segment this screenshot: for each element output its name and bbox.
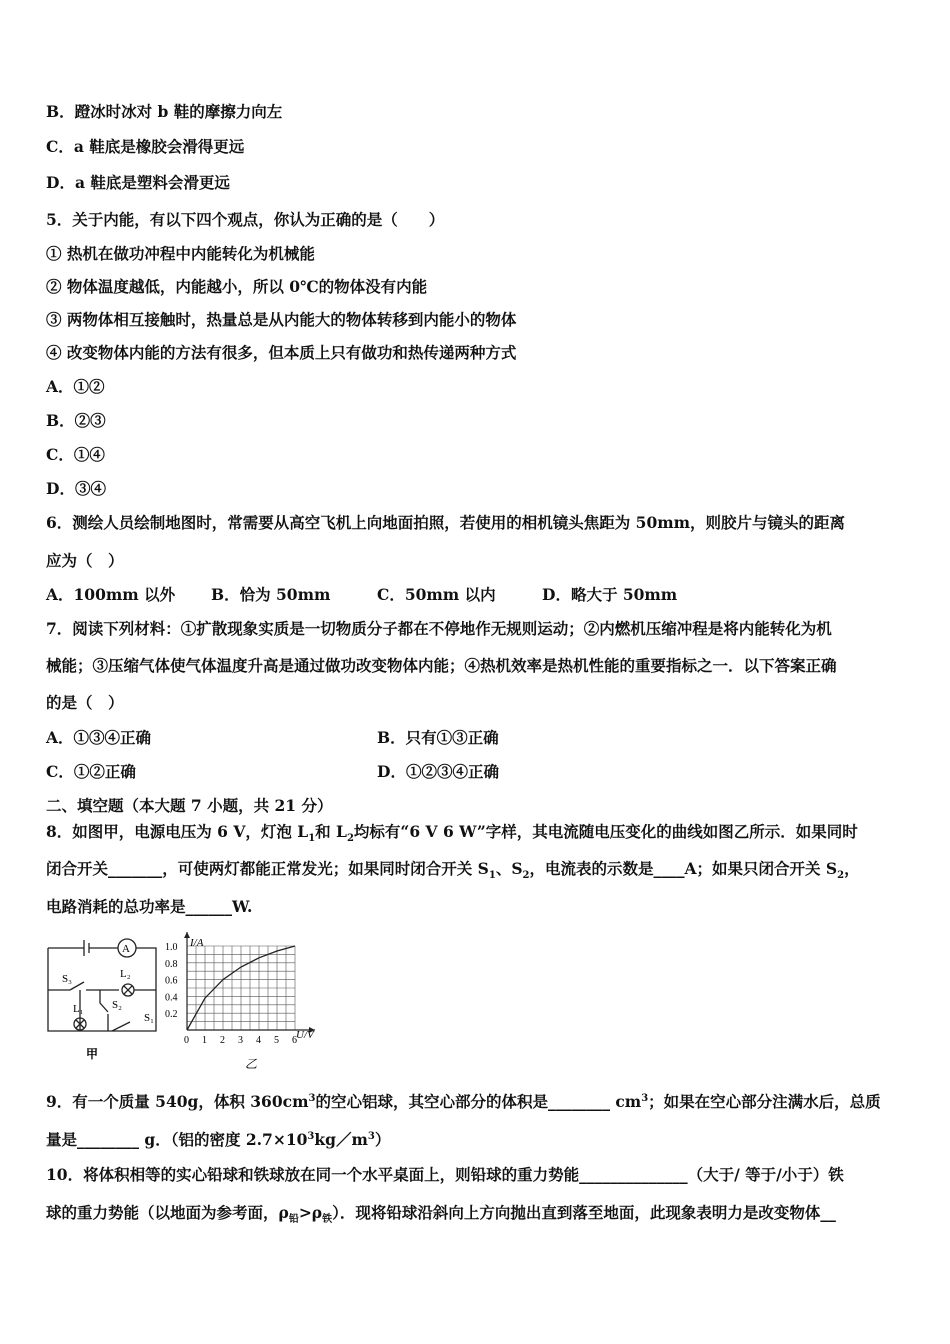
q7-stem-line1: 7．阅读下列材料：①扩散现象实质是一切物质分子都在不停地作无规则运动；②内燃机压缩冲程是将内能转化为机	[46, 619, 832, 638]
q7-option-d: D．①②③④正确	[377, 762, 499, 781]
q4-option-c: C．a 鞋底是橡胶会滑得更远	[46, 137, 245, 156]
figure-jia-caption: 甲	[86, 1047, 99, 1061]
q5-statement-3: ③ 两物体相互接触时，热量总是从内能大的物体转移到内能小的物体	[46, 310, 517, 329]
q4-option-d: D．a 鞋底是塑料会滑更远	[46, 173, 230, 192]
y-tick-label: 0.8	[165, 958, 178, 970]
label-l1: L₁	[73, 1003, 84, 1015]
x-tick-label: 6	[292, 1035, 297, 1046]
switch-s2	[100, 990, 108, 1031]
q5-statement-1: ① 热机在做功冲程中内能转化为机械能	[46, 244, 315, 263]
q5-statement-4: ④ 改变物体内能的方法有很多，但本质上只有做功和热传递两种方式	[46, 343, 517, 362]
q6-options-row	[46, 585, 678, 605]
graph-caption: 乙	[245, 1057, 258, 1071]
q7-option-c: C．①②正确	[46, 762, 136, 781]
q4-option-b: B．蹬冰时冰对 b 鞋的摩擦力向左	[46, 102, 283, 121]
q7-stem-line3: 的是（ ）	[46, 693, 124, 712]
q5-option-c: C．①④	[46, 445, 105, 464]
x-tick-label: 3	[238, 1035, 243, 1046]
y-tick-label: 0.2	[165, 1009, 178, 1021]
y-tick-label: 0.4	[165, 992, 178, 1004]
q6-option-a: A．100mm 以外	[46, 585, 176, 604]
label-s1: S₁	[144, 1012, 154, 1024]
switch-s3	[70, 982, 84, 990]
q10-line1: 10．将体积相等的实心铅球和铁球放在同一个水平桌面上，则铅球的重力势能______________（大于/ 等于/小于）铁	[46, 1165, 844, 1184]
q7-option-b: B．只有①③正确	[377, 728, 499, 747]
q7-options-row-2	[46, 762, 499, 782]
x-tick-label: 0	[184, 1035, 189, 1046]
q7-options-row-1	[46, 728, 499, 748]
circuit-diagram	[48, 939, 156, 1031]
q5-option-a: A．①②	[46, 377, 105, 396]
x-tick-label: 4	[256, 1035, 261, 1046]
q8-line1: 8．如图甲，电源电压为 6 V，灯泡 $L_1$和 $L_2$均标有“6 V 6 W”字样，其电流随电压变化的曲线如图乙所示．如果同时	[46, 822, 858, 845]
q7-option-a: A．①③④正确	[46, 728, 152, 747]
q9-line2: 量是________ g．（铝的密度 $2.7\times 10^3kg/m^3$）	[46, 1130, 391, 1150]
q6-stem-line1: 6．测绘人员绘制地图时，常需要从高空飞机上向地面拍照，若使用的相机镜头焦距为 50mm，则胶片与镜头的距离	[46, 513, 846, 532]
section-2-heading: 二、填空题（本大题 7 小题，共 21 分）	[46, 796, 333, 815]
q6-stem-line2: 应为（ ）	[46, 551, 124, 570]
x-tick-label: 5	[274, 1035, 279, 1046]
q5-option-d: D．③④	[46, 479, 106, 498]
q8-line2: 闭合开关_______，可使两灯都能正常发光；如果同时闭合开关 $S_1$、$S_2$，电流表的示数是____A；如果只闭合开关 $S_2$，	[46, 859, 860, 882]
graph-ylabel: I/A	[190, 937, 204, 949]
q5-option-b: B．②③	[46, 411, 106, 430]
q5-statement-2: ② 物体温度越低，内能越小，所以 0℃的物体没有内能	[46, 277, 428, 296]
graph-grid	[184, 932, 315, 1033]
y-tick-label: 1.0	[165, 942, 178, 953]
label-s3: S₃	[62, 973, 72, 985]
q8-figure	[40, 928, 340, 1078]
q6-option-c: C．50mm 以内	[377, 585, 496, 604]
y-tick-label: 0.6	[165, 975, 178, 987]
graph-xlabel: U/V	[296, 1029, 314, 1041]
q7-stem-line2: 械能；③压缩气体使气体温度升高是通过做功改变物体内能；④热机效率是热机性能的重要指标之一．以下答案正确	[46, 656, 837, 675]
label-l2: L₂	[120, 968, 131, 980]
q10-line2: 球的重力势能（以地面为参考面，$\rho_铅>\rho_铁$）．现将铅球沿斜向上方向抛出直到落至地面，此现象表明力是改变物体__	[46, 1203, 836, 1226]
q6-option-b: B．恰为 50mm	[211, 585, 331, 604]
ammeter-label: A	[122, 943, 130, 955]
q9-line1: 9．有一个质量 540g，体积 $360cm^3$的空心铝球，其空心部分的体积是________ $cm^3$；如果在空心部分注满水后，总质	[46, 1092, 881, 1112]
switch-s1	[112, 1022, 130, 1031]
x-tick-label: 2	[220, 1035, 225, 1046]
x-tick-label: 1	[202, 1035, 207, 1046]
q6-option-d: D．略大于 50mm	[542, 585, 678, 604]
q8-line3: 电路消耗的总功率是______W.	[46, 897, 253, 916]
q5-stem: 5．关于内能，有以下四个观点，你认为正确的是（ ）	[46, 210, 445, 229]
battery-symbol	[84, 940, 89, 956]
q8-figure-svg	[40, 928, 340, 1078]
label-s2: S₂	[112, 999, 122, 1011]
